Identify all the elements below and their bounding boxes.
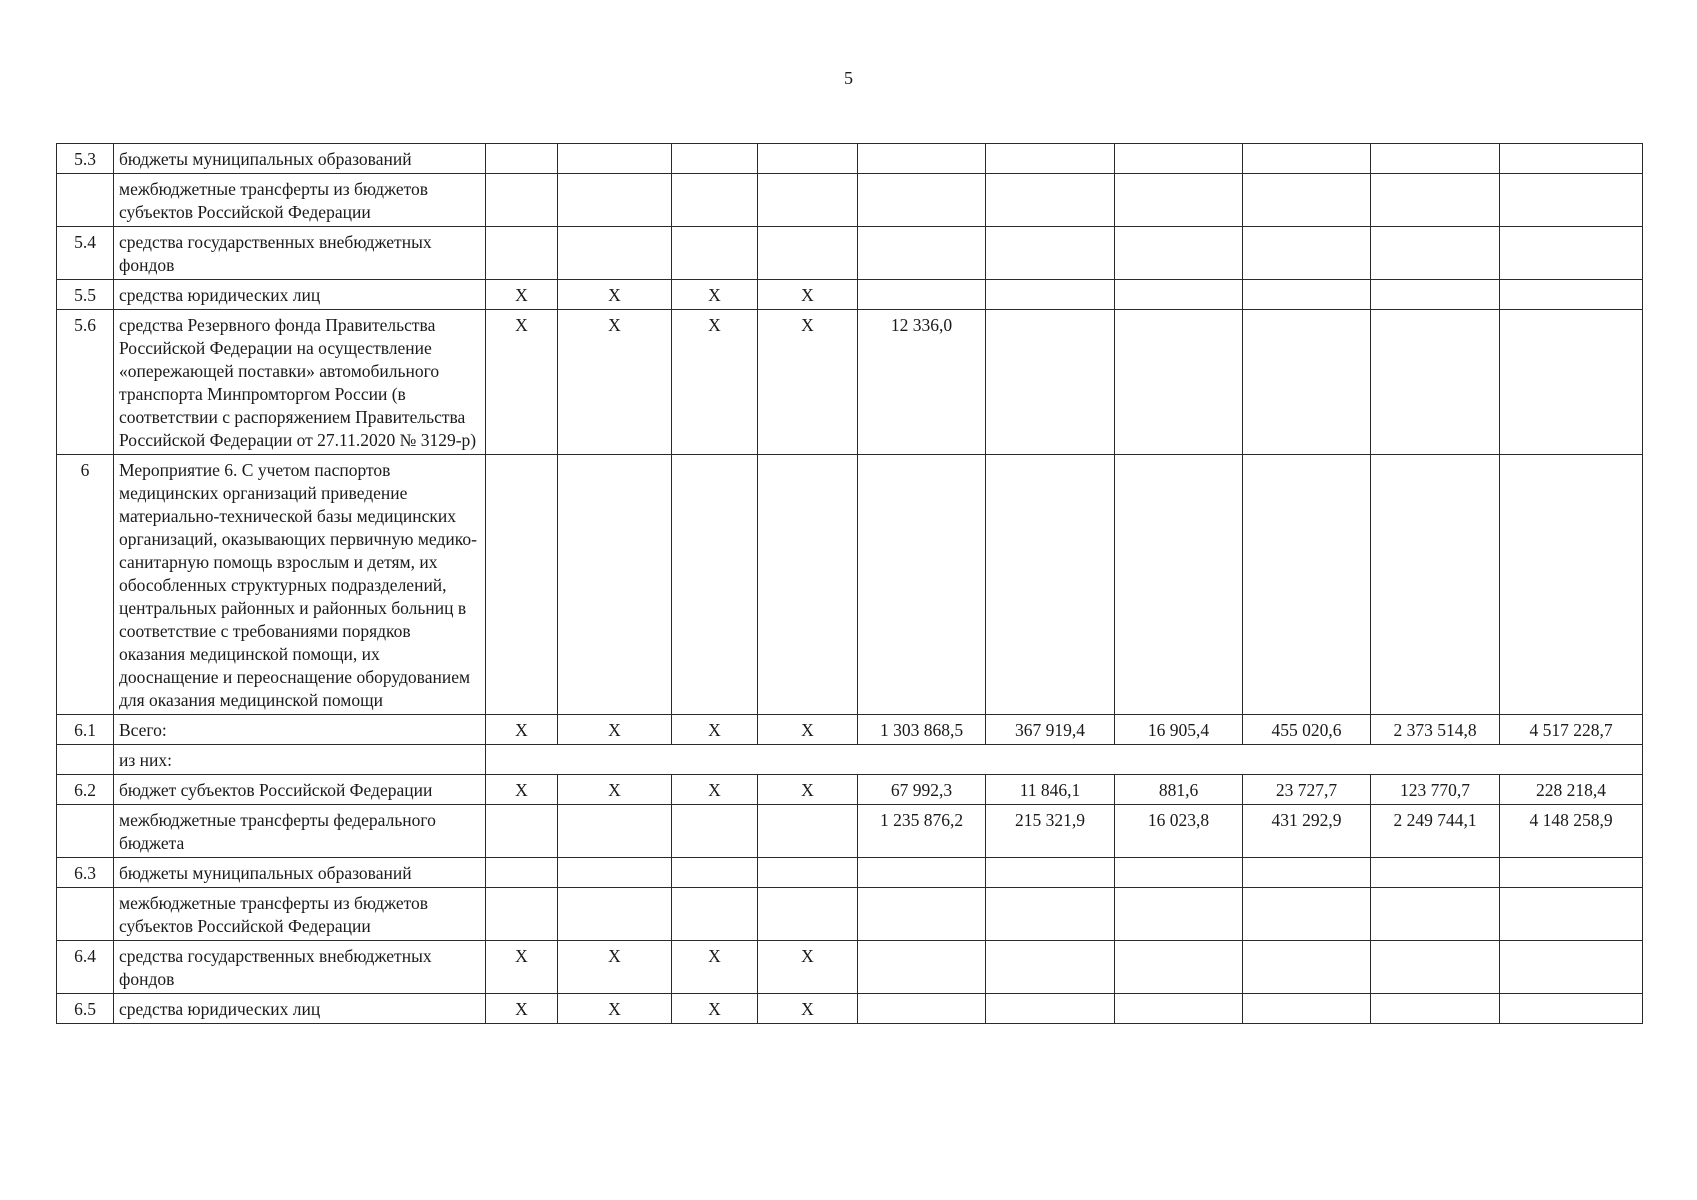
value-cell: 12 336,0 [858, 310, 986, 455]
marker-cell [758, 144, 858, 174]
marker-cell: Х [672, 715, 758, 745]
page-number: 5 [844, 68, 853, 88]
value-cell: 4 517 228,7 [1500, 715, 1643, 745]
marker-cell [558, 174, 672, 227]
marker-cell [758, 227, 858, 280]
table-row [57, 994, 1643, 1024]
table-row [57, 310, 1643, 455]
marker-cell [672, 144, 758, 174]
marker-cell [672, 805, 758, 858]
row-description: бюджет субъектов Российской Федерации [114, 775, 486, 805]
row-description: средства государственных внебюджетных фондов [114, 227, 486, 280]
row-description: средства юридических лиц [114, 280, 486, 310]
row-number [57, 888, 114, 941]
row-description: средства государственных внебюджетных фондов [114, 941, 486, 994]
value-cell [1243, 174, 1371, 227]
value-cell: 228 218,4 [1500, 775, 1643, 805]
marker-cell [486, 144, 558, 174]
marker-cell: Х [758, 941, 858, 994]
value-cell [858, 858, 986, 888]
value-cell [1371, 227, 1500, 280]
row-number: 6.3 [57, 858, 114, 888]
table-row [57, 888, 1643, 941]
value-cell [1371, 310, 1500, 455]
value-cell [1243, 227, 1371, 280]
table-row [57, 775, 1643, 805]
value-cell [1371, 888, 1500, 941]
value-cell [1243, 941, 1371, 994]
value-cell [986, 280, 1115, 310]
value-cell [1371, 858, 1500, 888]
value-cell [1115, 941, 1243, 994]
row-number: 6.4 [57, 941, 114, 994]
value-cell [1371, 280, 1500, 310]
marker-cell: Х [672, 941, 758, 994]
value-cell [1371, 941, 1500, 994]
row-description: межбюджетные трансферты из бюджетов субъектов Российской Федерации [114, 888, 486, 941]
value-cell: 215 321,9 [986, 805, 1115, 858]
value-cell [986, 941, 1115, 994]
marker-cell [758, 858, 858, 888]
marker-cell: Х [486, 941, 558, 994]
value-cell [858, 941, 986, 994]
value-cell [858, 227, 986, 280]
table-row [57, 144, 1643, 174]
marker-cell: Х [672, 775, 758, 805]
value-cell [986, 174, 1115, 227]
marker-cell [758, 888, 858, 941]
value-cell: 4 148 258,9 [1500, 805, 1643, 858]
row-description: Мероприятие 6. С учетом паспортов медицинских организаций приведение материально-технической базы медицинских организаций, оказывающих первичную медико-санитарную помощь взрослым и детям, их обособленных структурных подразделений, центральных районных и районных больниц в соответствие с требованиями порядков оказания медицинской помощи, их дооснащение и переоснащение оборудованием для оказания медицинской помощи [114, 455, 486, 715]
row-number: 6.5 [57, 994, 114, 1024]
value-cell: 367 919,4 [986, 715, 1115, 745]
row-number: 5.3 [57, 144, 114, 174]
marker-cell: Х [486, 775, 558, 805]
value-cell [1243, 858, 1371, 888]
table-row [57, 858, 1643, 888]
value-cell [986, 858, 1115, 888]
marker-cell [672, 858, 758, 888]
marker-cell: Х [486, 280, 558, 310]
marker-cell [486, 174, 558, 227]
value-cell [1371, 994, 1500, 1024]
marker-cell [486, 888, 558, 941]
row-number: 5.6 [57, 310, 114, 455]
value-cell [1243, 280, 1371, 310]
value-cell: 431 292,9 [1243, 805, 1371, 858]
value-cell [1500, 174, 1643, 227]
value-cell [858, 144, 986, 174]
row-description: Всего: [114, 715, 486, 745]
marker-cell: Х [558, 280, 672, 310]
value-cell [1243, 310, 1371, 455]
marker-cell: Х [758, 310, 858, 455]
table-row [57, 715, 1643, 745]
value-cell [1500, 227, 1643, 280]
marker-cell: Х [558, 715, 672, 745]
marker-cell [558, 144, 672, 174]
value-cell: 23 727,7 [1243, 775, 1371, 805]
table-row [57, 455, 1643, 715]
value-cell: 1 235 876,2 [858, 805, 986, 858]
value-cell [1243, 455, 1371, 715]
value-cell [986, 310, 1115, 455]
marker-cell [486, 858, 558, 888]
marker-cell: Х [758, 775, 858, 805]
row-number [57, 174, 114, 227]
value-cell [858, 280, 986, 310]
row-description: межбюджетные трансферты из бюджетов субъектов Российской Федерации [114, 174, 486, 227]
marker-cell: Х [486, 715, 558, 745]
value-cell: 16 905,4 [1115, 715, 1243, 745]
value-cell [986, 888, 1115, 941]
marker-cell [558, 455, 672, 715]
value-cell [986, 227, 1115, 280]
value-cell [986, 994, 1115, 1024]
marker-cell: Х [758, 280, 858, 310]
value-cell [1500, 455, 1643, 715]
marker-cell [758, 174, 858, 227]
table-row [57, 805, 1643, 858]
marker-cell [672, 174, 758, 227]
value-cell [1243, 888, 1371, 941]
marker-cell [672, 227, 758, 280]
marker-cell: Х [758, 715, 858, 745]
value-cell [1115, 280, 1243, 310]
value-cell [1500, 144, 1643, 174]
row-description: межбюджетные трансферты федерального бюджета [114, 805, 486, 858]
row-description: средства юридических лиц [114, 994, 486, 1024]
value-cell [1500, 994, 1643, 1024]
value-cell [1115, 455, 1243, 715]
row-number [57, 745, 114, 775]
value-cell [986, 455, 1115, 715]
value-cell [1500, 941, 1643, 994]
value-cell: 455 020,6 [1243, 715, 1371, 745]
marker-cell: Х [672, 280, 758, 310]
marker-cell: Х [672, 310, 758, 455]
budget-table [56, 143, 1643, 1024]
table-body [57, 144, 1643, 1024]
value-cell [1115, 144, 1243, 174]
value-cell [1115, 227, 1243, 280]
row-description: из них: [114, 745, 486, 775]
row-number: 6.1 [57, 715, 114, 745]
value-cell [1243, 144, 1371, 174]
value-cell: 881,6 [1115, 775, 1243, 805]
value-cell [858, 455, 986, 715]
value-cell: 11 846,1 [986, 775, 1115, 805]
row-description: бюджеты муниципальных образований [114, 144, 486, 174]
value-cell [858, 994, 986, 1024]
value-cell [1500, 310, 1643, 455]
row-number [57, 805, 114, 858]
marker-cell [558, 227, 672, 280]
row-description: средства Резервного фонда Правительства Российской Федерации на осуществление «опережающей поставки» автомобильного транспорта Минпромторгом России (в соответствии с распоряжением Правительства Российской Федерации от 27.11.2020 № 3129-р) [114, 310, 486, 455]
value-cell [1500, 888, 1643, 941]
marker-cell [486, 805, 558, 858]
table-row [57, 174, 1643, 227]
table-row [57, 280, 1643, 310]
marker-cell: Х [486, 310, 558, 455]
value-cell: 16 023,8 [1115, 805, 1243, 858]
value-cell [1115, 888, 1243, 941]
marker-cell [558, 805, 672, 858]
row-description: бюджеты муниципальных образований [114, 858, 486, 888]
value-cell [1371, 455, 1500, 715]
value-cell: 67 992,3 [858, 775, 986, 805]
value-cell [1371, 174, 1500, 227]
marker-cell: Х [558, 775, 672, 805]
marker-cell [558, 858, 672, 888]
row-number: 5.4 [57, 227, 114, 280]
value-cell [1115, 858, 1243, 888]
value-cell [1115, 174, 1243, 227]
value-cell [986, 144, 1115, 174]
value-cell [1371, 144, 1500, 174]
value-cell [1115, 310, 1243, 455]
marker-cell [758, 805, 858, 858]
marker-cell [758, 455, 858, 715]
value-cell: 1 303 868,5 [858, 715, 986, 745]
value-cell: 2 249 744,1 [1371, 805, 1500, 858]
marker-cell: Х [558, 310, 672, 455]
row-number: 5.5 [57, 280, 114, 310]
marker-cell: Х [558, 941, 672, 994]
table-row [57, 745, 1643, 775]
value-cell [1500, 858, 1643, 888]
marker-cell: Х [758, 994, 858, 1024]
marker-cell: Х [558, 994, 672, 1024]
table-row [57, 227, 1643, 280]
marker-cell: Х [486, 994, 558, 1024]
value-cell [1243, 994, 1371, 1024]
value-cell: 123 770,7 [1371, 775, 1500, 805]
value-cell [1500, 280, 1643, 310]
marker-cell: Х [672, 994, 758, 1024]
value-cell [858, 888, 986, 941]
table-row [57, 941, 1643, 994]
value-cell [1115, 994, 1243, 1024]
row-number: 6 [57, 455, 114, 715]
marker-cell [486, 455, 558, 715]
row-number: 6.2 [57, 775, 114, 805]
value-cell [858, 174, 986, 227]
value-cell: 2 373 514,8 [1371, 715, 1500, 745]
marker-cell [558, 888, 672, 941]
marker-cell [672, 888, 758, 941]
marker-cell [486, 227, 558, 280]
marker-cell [672, 455, 758, 715]
empty-span-cell [486, 745, 1643, 775]
